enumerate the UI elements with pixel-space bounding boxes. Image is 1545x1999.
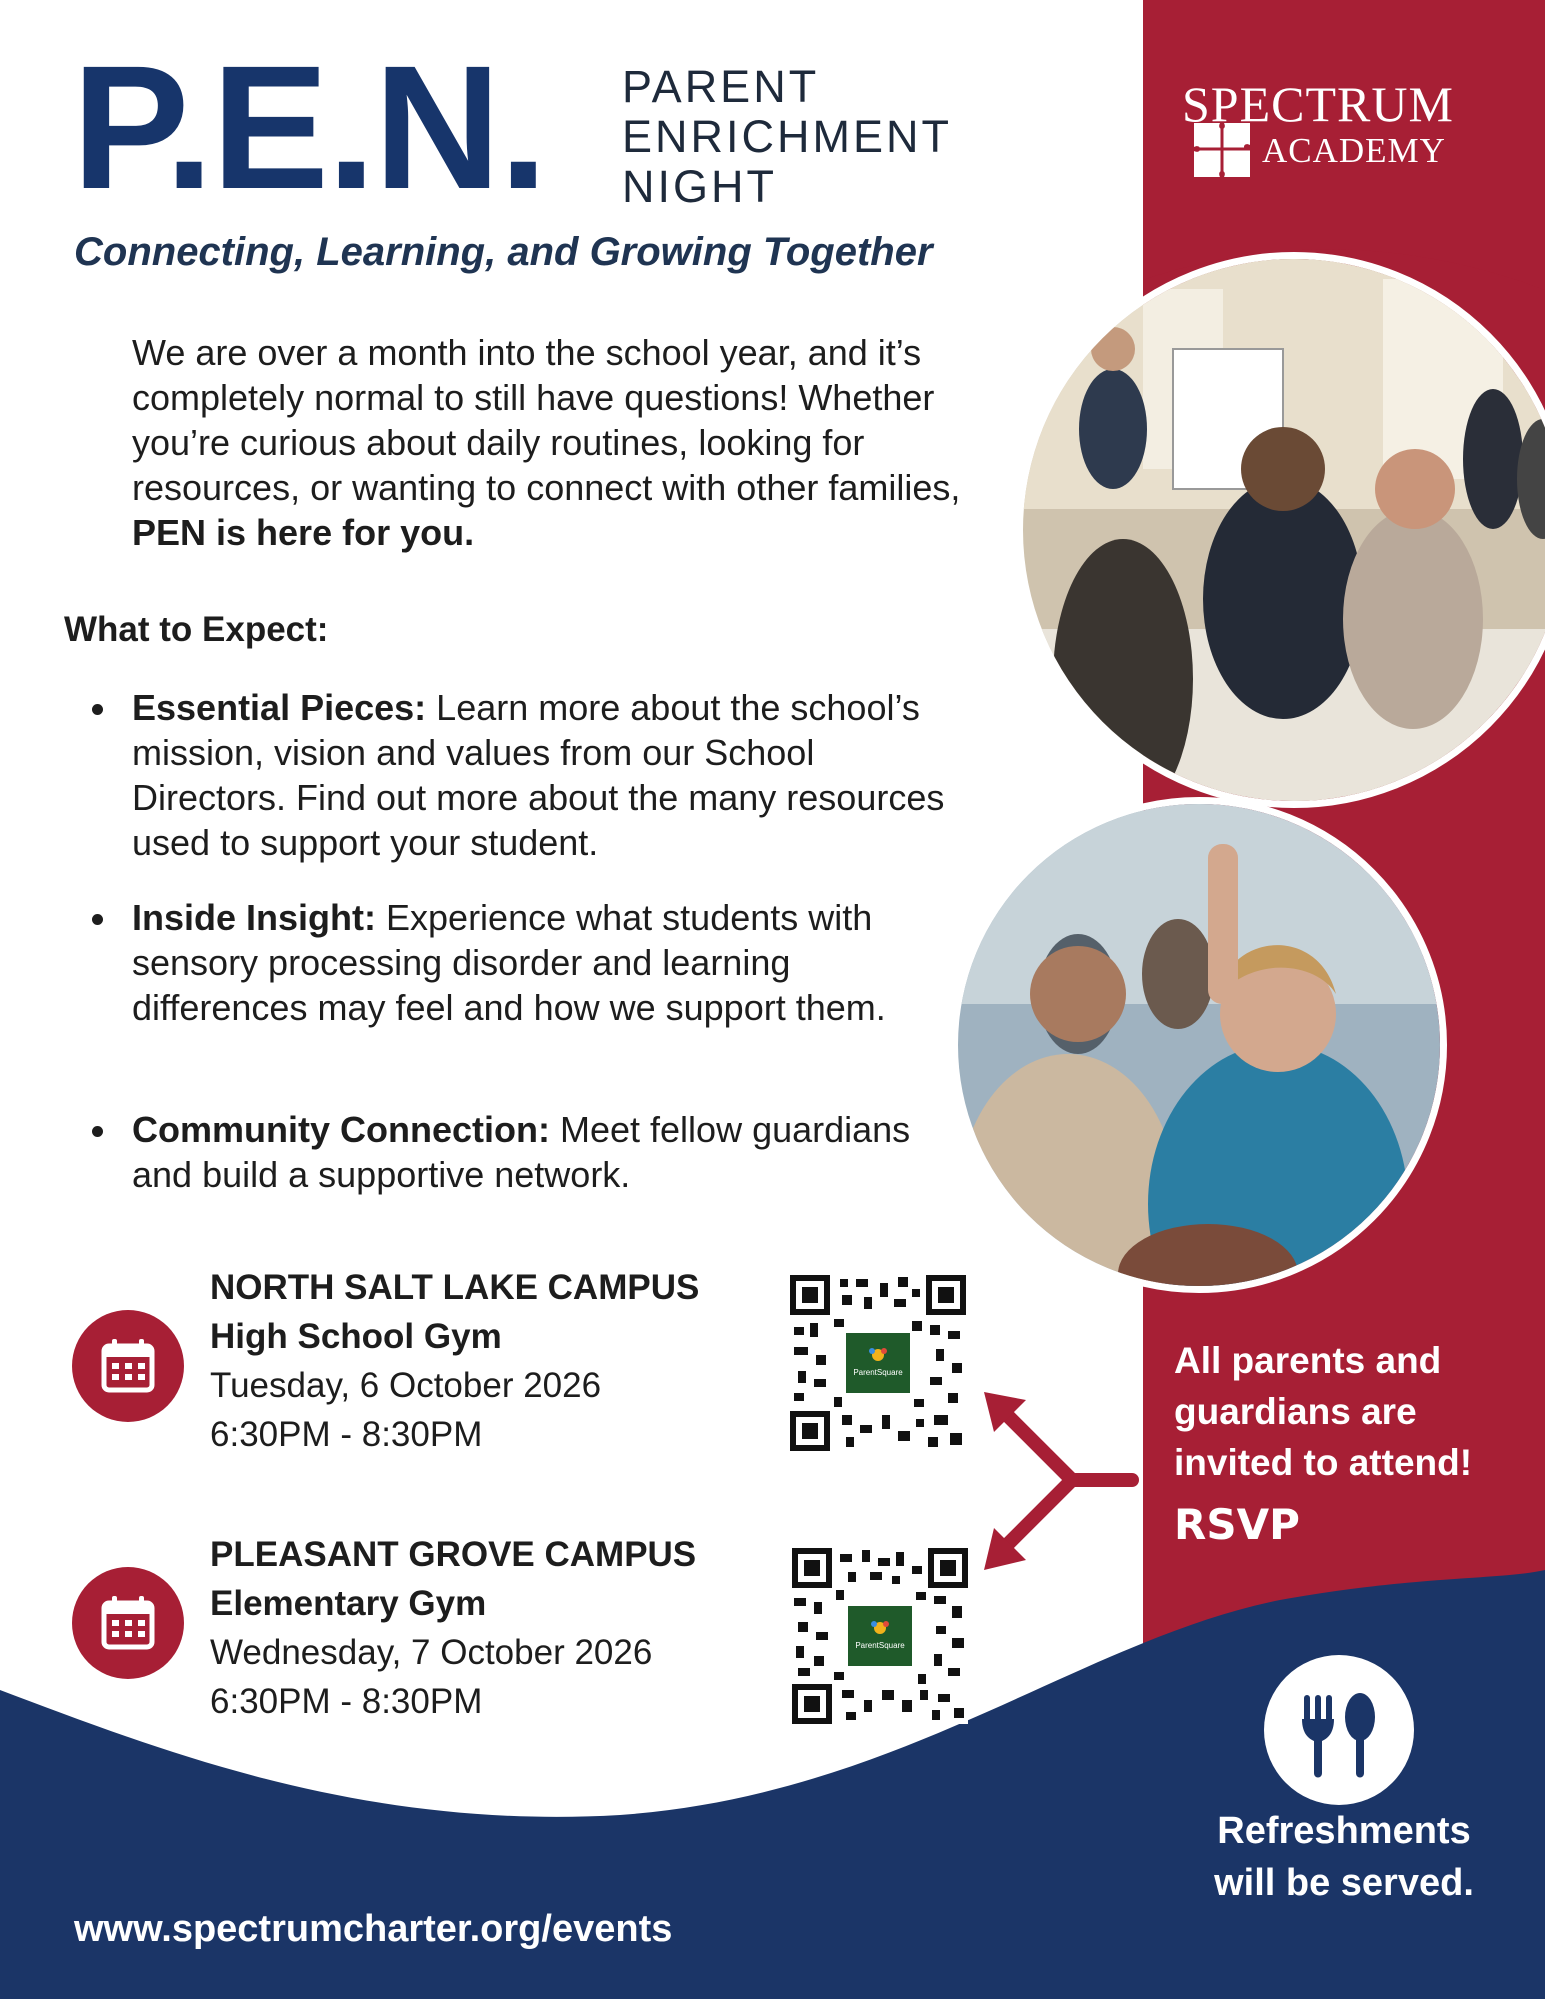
qr-code[interactable] [790, 1275, 966, 1451]
refreshments-text: Refreshments will be served. [1214, 1810, 1474, 1904]
photo-graphic [1023, 259, 1545, 808]
photo-raised-hand [951, 797, 1447, 1293]
logo-line-1: SPECTRUM [1182, 76, 1454, 132]
pen-subtitle [622, 62, 952, 212]
calendar-icon [72, 1567, 184, 1679]
campus-date: Tuesday, 6 October 2026 [210, 1366, 602, 1405]
bullet-icon [92, 1126, 103, 1137]
photo-group-discussion [1016, 252, 1545, 808]
campus-venue: High School Gym [210, 1317, 502, 1356]
tagline: Connecting, Learning, and Growing Together [74, 230, 933, 274]
fork-spoon-icon [1264, 1655, 1414, 1805]
campus-north-salt-lake [210, 1263, 699, 1459]
campus-pleasant-grove [210, 1530, 696, 1726]
qr-code-graphic [790, 1275, 966, 1451]
rsvp-label[interactable]: RSVP [1174, 1500, 1300, 1549]
calendar-icon [72, 1310, 184, 1422]
item-title: Community Connection: [132, 1109, 550, 1150]
intro-paragraph [132, 330, 962, 555]
qr-label: ParentSquare [853, 1368, 903, 1377]
item-title: Inside Insight: [132, 897, 377, 938]
list-item [92, 1107, 962, 1197]
campus-time: 6:30PM - 8:30PM [210, 1682, 483, 1721]
subtitle-line: NIGHT [622, 161, 777, 212]
invite-text: All parents and guardians are invited to attend! [1174, 1340, 1473, 1483]
logo-line-2: ACADEMY [1262, 131, 1446, 170]
campus-name: NORTH SALT LAKE CAMPUS [210, 1268, 700, 1307]
campus-date: Wednesday, 7 October 2026 [210, 1633, 653, 1672]
bullet-icon [92, 914, 103, 925]
campus-name: PLEASANT GROVE CAMPUS [210, 1535, 697, 1574]
subtitle-line: PARENT [622, 61, 820, 112]
campus-venue: Elementary Gym [210, 1584, 487, 1623]
qr-label: ParentSquare [855, 1641, 905, 1650]
item-text: Learn more about the school’s mission, vision and values from our School Directors. Find out more about the many resources used to support your student. [132, 687, 945, 863]
list-item [92, 895, 962, 1030]
arrow-icon [980, 1380, 1140, 1590]
fork-spoon-badge [1264, 1655, 1414, 1805]
item-text: Meet fellow guardians and build a supportive network. [132, 1109, 911, 1195]
qr-code-graphic [792, 1548, 968, 1724]
expect-heading: What to Expect: [64, 610, 329, 649]
list-item [92, 685, 962, 865]
campus-time: 6:30PM - 8:30PM [210, 1415, 483, 1454]
item-title: Essential Pieces: [132, 687, 427, 728]
qr-code[interactable] [792, 1548, 968, 1724]
intro-emphasis: PEN is here for you. [132, 512, 475, 553]
calendar-badge [72, 1310, 184, 1422]
pen-logo: P.E.N. [72, 30, 546, 226]
calendar-badge [72, 1567, 184, 1679]
website-link[interactable]: www.spectrumcharter.org/events [74, 1908, 673, 1950]
item-text: Experience what students with sensory processing disorder and learning differences may feel and how we support them. [132, 897, 886, 1028]
bullet-icon [92, 704, 103, 715]
intro-text: We are over a month into the school year, and it’s completely normal to still have questions! Whether you’re curious about daily routines, looking for resources, or wanting to connect with other families, [132, 332, 961, 508]
photo-graphic [958, 804, 1447, 1293]
subtitle-line: ENRICHMENT [622, 111, 952, 162]
